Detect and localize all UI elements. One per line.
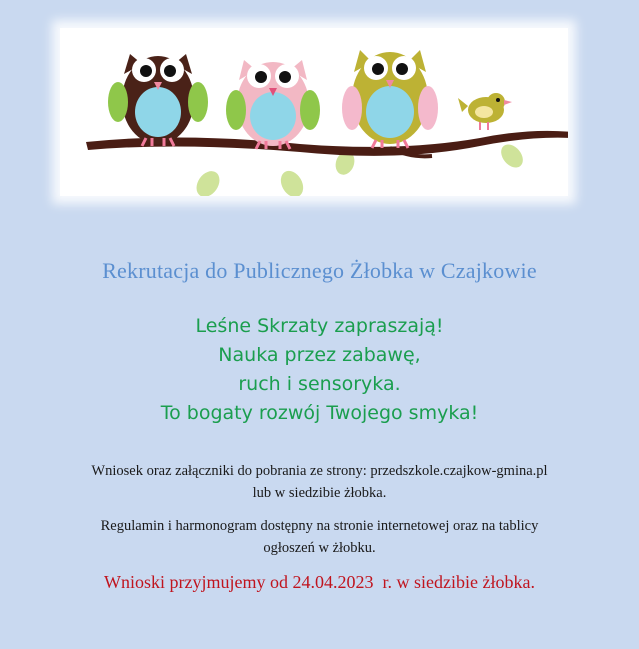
page-title: Rekrutacja do Publicznego Żłobka w Czajkowie <box>102 258 537 283</box>
regulations-info <box>0 515 639 559</box>
owl-olive-icon <box>342 50 438 148</box>
owl-pink-icon <box>226 60 320 149</box>
download-info-line: Wniosek oraz załączniki do pobrania ze strony: przedszkole.czajkow-gmina.pl <box>91 463 548 479</box>
bird-icon <box>458 93 512 130</box>
slogan-line: To bogaty rozwój Twojego smyka! <box>160 402 479 424</box>
slogan-line: Leśne Skrzaty zapraszają! <box>195 315 444 337</box>
owls-banner <box>60 28 568 196</box>
regulations-info-line: Regulamin i harmonogram dostępny na stronie internetowej oraz na tablicy <box>100 518 539 534</box>
download-info <box>0 460 639 504</box>
deadline-notice: Wnioski przyjmujemy od 24.04.2023 r. w siedzibie żłobka. <box>104 572 535 592</box>
regulations-info-line: ogłoszeń w żłobku. <box>263 540 376 556</box>
download-info-line: lub w siedzibie żłobka. <box>252 485 387 501</box>
owl-brown-icon <box>108 54 208 146</box>
slogan <box>0 312 639 428</box>
slogan-line: Nauka przez zabawę, <box>218 344 421 366</box>
slogan-line: ruch i sensoryka. <box>238 373 401 395</box>
